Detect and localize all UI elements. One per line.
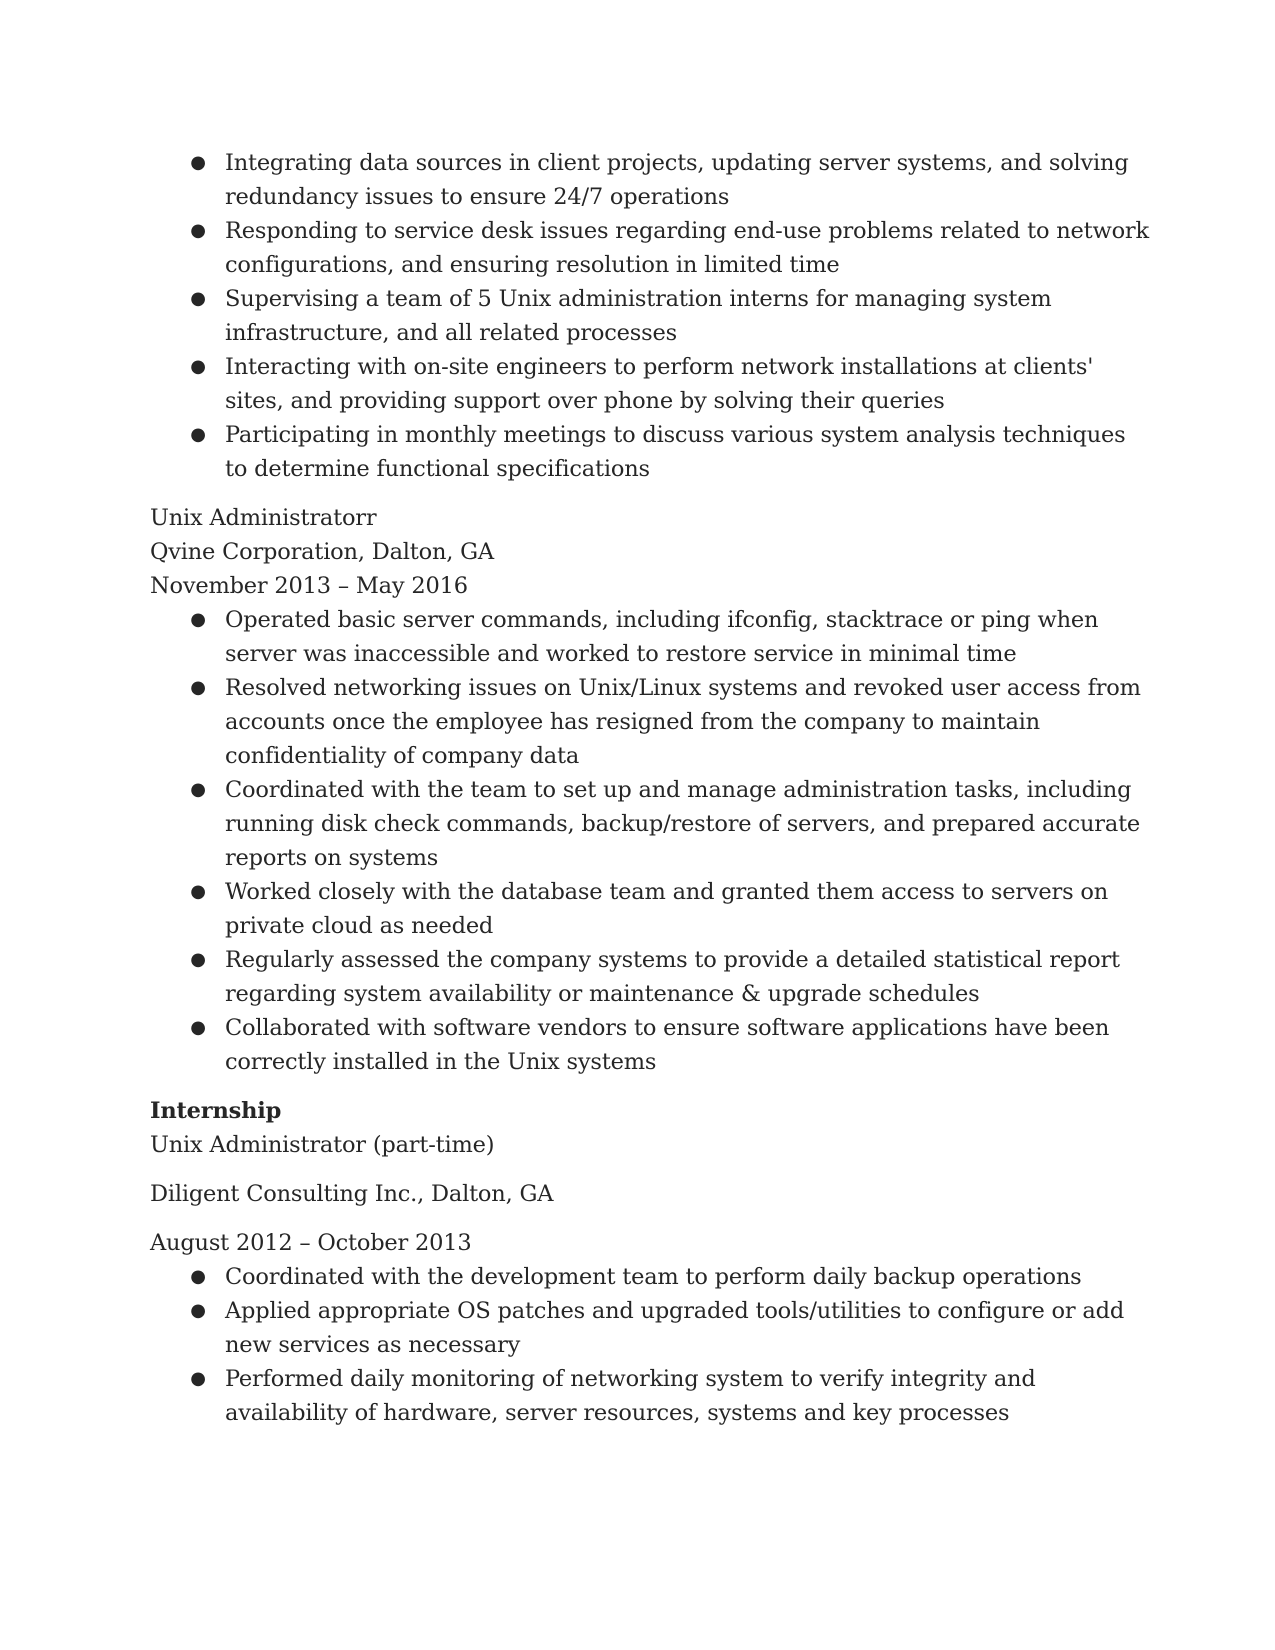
list-item: ● Responding to service desk issues regarding end-use problems related to network configurations, and ensuring resolution in limited time xyxy=(150,214,1150,282)
job-company: Qvine Corporation, Dalton, GA xyxy=(150,539,494,565)
bullet-icon: ● xyxy=(190,1266,206,1287)
list-item: ● Coordinated with the development team to perform daily backup operations xyxy=(150,1260,1150,1294)
list-item: ● Interacting with on-site engineers to perform network installations at clients' sites, and providing support over phone by solving their queries xyxy=(150,350,1150,418)
section-heading: Internship xyxy=(150,1098,282,1124)
list-item: ● Applied appropriate OS patches and upgraded tools/utilities to configure or add new services as necessary xyxy=(150,1294,1150,1362)
bullet-icon: ● xyxy=(190,152,206,173)
list-item: ● Performed daily monitoring of networking system to verify integrity and availability of hardware, server resources, systems and key processes xyxy=(150,1362,1150,1430)
list-item: ● Coordinated with the team to set up and manage administration tasks, including running disk check commands, backup/restore of servers, and prepared accurate reports on systems xyxy=(150,773,1150,875)
list-item: ● Worked closely with the database team and granted them access to servers on private cloud as needed xyxy=(150,875,1150,943)
list-item: ● Operated basic server commands, including ifconfig, stacktrace or ping when server was inaccessible and worked to restore service in minimal time xyxy=(150,603,1150,671)
bullet-icon: ● xyxy=(190,677,206,698)
bullet-icon: ● xyxy=(190,881,206,902)
bullet-icon: ● xyxy=(190,288,206,309)
bullet-icon: ● xyxy=(190,356,206,377)
internship-section xyxy=(150,1094,1150,1430)
bullet-icon: ● xyxy=(190,779,206,800)
bullet-icon: ● xyxy=(190,220,206,241)
list-item: ● Resolved networking issues on Unix/Linux systems and revoked user access from accounts once the employee has resigned from the company to maintain confidentiality of company data xyxy=(150,671,1150,773)
job-company: Diligent Consulting Inc., Dalton, GA xyxy=(150,1181,554,1207)
bullet-icon: ● xyxy=(190,949,206,970)
list-item: ● Supervising a team of 5 Unix administration interns for managing system infrastructure, and all related processes xyxy=(150,282,1150,350)
list-item: ● Participating in monthly meetings to discuss various system analysis techniques to determine functional specifications xyxy=(150,418,1150,486)
job-dates: August 2012 – October 2013 xyxy=(150,1230,472,1256)
bullet-icon: ● xyxy=(190,1300,206,1321)
job-qvine xyxy=(150,501,1150,1079)
job-bullets xyxy=(150,1260,1150,1430)
list-item: ● Integrating data sources in client projects, updating server systems, and solving redundancy issues to ensure 24/7 operations xyxy=(150,146,1150,214)
bullet-icon: ● xyxy=(190,609,206,630)
job-title: Unix Administrator (part-time) xyxy=(150,1132,495,1158)
job-bullets xyxy=(150,603,1150,1079)
job-title: Unix Administratorr xyxy=(150,505,377,531)
list-item: ● Collaborated with software vendors to ensure software applications have been correctly installed in the Unix systems xyxy=(150,1011,1150,1079)
job-dates: November 2013 – May 2016 xyxy=(150,573,468,599)
bullet-icon: ● xyxy=(190,1017,206,1038)
list-item: ● Regularly assessed the company systems to provide a detailed statistical report regarding system availability or maintenance & upgrade schedules xyxy=(150,943,1150,1011)
bullet-icon: ● xyxy=(190,424,206,445)
previous-job-bullets xyxy=(150,146,1150,486)
bullet-icon: ● xyxy=(190,1368,206,1389)
resume-content xyxy=(150,146,1150,1430)
